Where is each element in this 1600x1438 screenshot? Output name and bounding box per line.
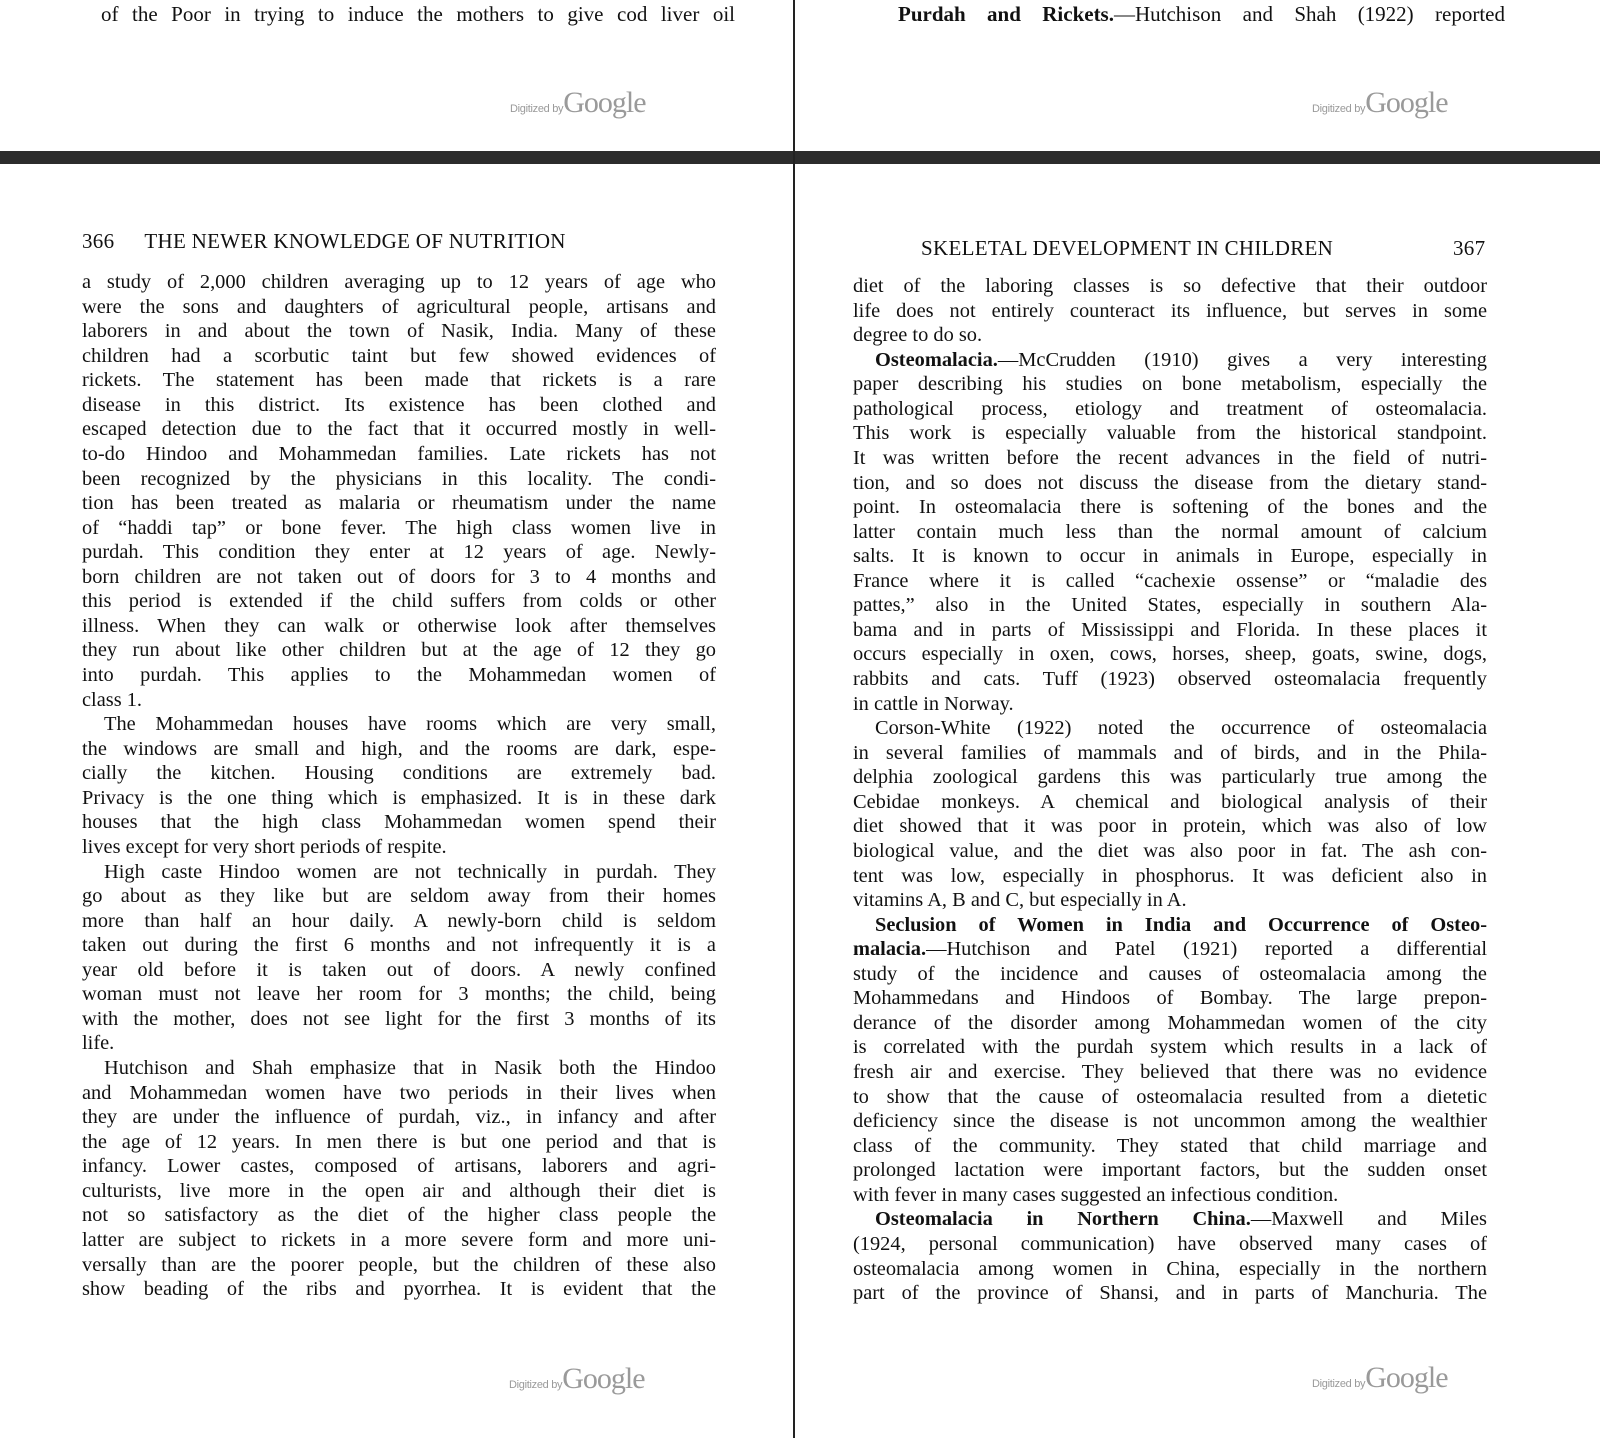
text-line — [853, 814, 1487, 839]
line-text: osteomalacia among women in China, especially in the northern — [853, 1257, 1487, 1280]
text-line — [82, 1277, 716, 1302]
line-text: part of the province of Shansi, and in parts of Manchuria. The — [853, 1282, 1487, 1305]
paragraph — [853, 913, 1487, 1208]
text-line — [853, 692, 1487, 717]
text-line — [82, 368, 716, 393]
line-text: to-do Hindoo and Mohammedan families. Late rickets has not — [82, 442, 716, 465]
text-line — [853, 544, 1487, 569]
line-text: vitamins A, B and C, but especially in A. — [853, 889, 1187, 912]
line-text: the age of 12 years. In men there is but one period and that is — [82, 1130, 716, 1153]
text-line — [82, 737, 716, 762]
line-text: diet of the laboring classes is so defective that their outdoor — [853, 275, 1487, 297]
line-text: the windows are small and high, and the rooms are dark, espe- — [82, 737, 716, 760]
text-line — [853, 421, 1487, 446]
text-line — [82, 1228, 716, 1253]
line-text: High caste Hindoo women are not technically in purdah. They — [104, 860, 716, 883]
text-line — [853, 1060, 1487, 1085]
text-line — [82, 958, 716, 983]
line-text: with fever in many cases suggested an infectious condition. — [853, 1183, 1339, 1206]
text-line — [82, 1081, 716, 1106]
line-text: degree to do so. — [853, 324, 983, 347]
line-text: born children are not taken out of doors for 3 to 4 months and — [82, 565, 716, 588]
line-text: in cattle in Norway. — [853, 692, 1014, 715]
text-line — [82, 467, 716, 492]
text-line — [82, 835, 716, 860]
page-gutter-line — [793, 0, 795, 1438]
text-line — [82, 319, 716, 344]
text-line — [82, 1105, 716, 1130]
text-line — [82, 565, 716, 590]
text-line — [853, 397, 1487, 422]
line-text: Hutchison and Shah emphasize that in Nasik both the Hindoo — [104, 1057, 716, 1079]
text-line — [853, 1207, 1487, 1232]
text-line — [82, 638, 716, 663]
line-text: —McCrudden (1910) gives a very interesting — [997, 348, 1487, 371]
text-line — [82, 1154, 716, 1179]
text-line — [853, 1011, 1487, 1036]
text-line — [82, 491, 716, 516]
line-text: escaped detection due to the fact that it occurred mostly in well- — [82, 418, 716, 441]
left-page-body — [82, 270, 716, 1302]
line-text: derance of the disorder among Mohammedan women of the city — [853, 1011, 1487, 1034]
line-text: The Mohammedan houses have rooms which are very small, — [104, 713, 716, 736]
line-text: occurs especially in oxen, cows, horses, sheep, goats, swine, dogs, — [853, 643, 1487, 666]
line-text: biological value, and the diet was also poor in fat. The ash con- — [853, 839, 1487, 862]
text-line — [853, 1085, 1487, 1110]
text-line — [853, 937, 1487, 962]
text-line — [853, 962, 1487, 987]
line-text: latter are subject to rickets in a more severe form and more uni- — [82, 1228, 716, 1251]
text-line — [853, 1134, 1487, 1159]
text-line — [82, 663, 716, 688]
text-line — [853, 741, 1487, 766]
line-text: cially the kitchen. Housing conditions are extremely bad. — [82, 762, 716, 785]
line-text: point. In osteomalacia there is softening of the bones and the — [853, 496, 1487, 519]
line-text: deficiency since the disease is not uncommon among the wealthier — [853, 1110, 1487, 1133]
text-line — [853, 299, 1487, 324]
text-line — [853, 864, 1487, 889]
text-line — [82, 884, 716, 909]
text-line — [82, 688, 716, 713]
text-line — [853, 446, 1487, 471]
line-text: Mohammedans and Hindoos of Bombay. The large prepon- — [853, 987, 1487, 1010]
line-text: life. — [82, 1032, 115, 1055]
line-text: class of the community. They stated that child marriage and — [853, 1134, 1487, 1157]
line-text: lives except for very short periods of respite. — [82, 835, 447, 858]
text-line — [82, 540, 716, 565]
text-line — [853, 372, 1487, 397]
line-text: in several families of mammals and of birds, and in the Phila- — [853, 741, 1487, 764]
line-text: France where it is called “cachexie ossense” or “maladie des — [853, 569, 1487, 592]
line-text: bama and in parts of Mississippi and Florida. In these places it — [853, 618, 1487, 641]
text-line — [853, 790, 1487, 815]
line-text: disease in this district. Its existence has been clothed and — [82, 393, 716, 416]
text-line — [853, 1281, 1487, 1306]
text-line — [82, 417, 716, 442]
left-page-header — [82, 228, 566, 254]
previous-left-page-last-line: of the Poor in trying to induce the mothers to give cod liver oil — [101, 2, 735, 26]
line-text: not so satisfactory as the diet of the higher class people the — [82, 1204, 716, 1227]
line-text: this period is extended if the child suffers from colds or other — [82, 590, 716, 613]
line-text: —Maxwell and Miles — [1250, 1208, 1487, 1231]
line-text: year old before it is taken out of doors. A newly confined — [82, 958, 716, 981]
line-text: and Mohammedan women have two periods in their lives when — [82, 1081, 716, 1104]
line-text: tent was low, especially in phosphorus. It was deficient also in — [853, 864, 1487, 887]
section-heading: malacia. — [853, 938, 927, 961]
text-line — [853, 348, 1487, 373]
line-text: of “haddi tap” or bone fever. The high class women live in — [82, 516, 716, 539]
line-text: with the mother, does not see light for the first 3 months of its — [82, 1007, 716, 1030]
text-line — [82, 712, 716, 737]
line-text: Corson-White (1922) noted the occurrence of osteomalacia — [875, 717, 1487, 740]
line-text: versally than are the poorer people, but the children of these also — [82, 1253, 716, 1276]
paragraph — [853, 274, 1487, 348]
line-text: been recognized by the physicians in this locality. The condi- — [82, 467, 716, 490]
text-line — [82, 860, 716, 885]
paragraph — [82, 712, 716, 859]
running-head: THE NEWER KNOWLEDGE OF NUTRITION — [144, 229, 566, 253]
line-text: show beading of the ribs and pyorrhea. It is evident that the — [82, 1278, 716, 1301]
text-line — [853, 569, 1487, 594]
line-text: class 1. — [82, 688, 143, 711]
line-text: illness. When they can walk or otherwise look after themselves — [82, 614, 716, 637]
google-watermark: Digitized byGoogle — [1312, 86, 1448, 119]
text-line — [853, 274, 1487, 299]
line-text: they run about like other children but at the age of 12 they go — [82, 639, 716, 662]
spread-divider-bar — [0, 151, 1600, 164]
line-text: more than half an hour daily. A newly-born child is seldom — [82, 909, 716, 932]
line-text: laborers in and about the town of Nasik, India. Many of these — [82, 320, 716, 343]
line-text: woman must not leave her room for 3 months; the child, being — [82, 983, 716, 1006]
line-text: fresh air and exercise. They believed that there was no evidence — [853, 1061, 1487, 1083]
right-page-body — [853, 274, 1487, 1306]
running-head: SKELETAL DEVELOPMENT IN CHILDREN — [921, 236, 1334, 260]
line-text: go about as they like but are seldom away from their homes — [82, 885, 716, 908]
line-text: paper describing his studies on bone metabolism, especially the — [853, 373, 1487, 396]
line-text: life does not entirely counteract its influence, but serves in some — [853, 299, 1487, 322]
line-text: pattes,” also in the United States, especially in southern Ala- — [853, 594, 1487, 617]
text-line — [82, 1203, 716, 1228]
line-text: It was written before the recent advances in the field of nutri- — [853, 446, 1487, 469]
google-watermark: Digitized byGoogle — [510, 86, 646, 119]
line-text: into purdah. This applies to the Mohammedan women of — [82, 664, 716, 686]
text-line — [82, 442, 716, 467]
line-text: latter contain much less than the normal amount of calcium — [853, 520, 1487, 543]
text-line — [82, 786, 716, 811]
text-line — [82, 810, 716, 835]
text-line — [82, 589, 716, 614]
line-text: study of the incidence and causes of osteomalacia among the — [853, 962, 1487, 985]
text-line — [82, 1056, 716, 1081]
text-line — [853, 323, 1487, 348]
line-text: —Hutchison and Patel (1921) reported a differential — [926, 938, 1487, 961]
text-line — [853, 618, 1487, 643]
text-line — [853, 593, 1487, 618]
section-heading: Seclusion of Women in India and Occurrence of Osteo- — [875, 913, 1487, 936]
previous-right-page-last-line — [898, 0, 1505, 28]
google-watermark: Digitized byGoogle — [509, 1362, 645, 1395]
text-line — [853, 1035, 1487, 1060]
text-line — [82, 1007, 716, 1032]
text-line — [853, 1183, 1487, 1208]
line-text: were the sons and daughters of agricultural people, artisans and — [82, 295, 716, 318]
line-text: they are under the influence of purdah, viz., in infancy and after — [82, 1106, 716, 1129]
text-line — [853, 1257, 1487, 1282]
text-line — [853, 839, 1487, 864]
text-line — [82, 761, 716, 786]
line-text: houses that the high class Mohammedan women spend their — [82, 811, 716, 834]
text-line — [853, 667, 1487, 692]
section-heading: Osteomalacia in Northern China. — [875, 1208, 1251, 1231]
text-line — [853, 888, 1487, 913]
text-line — [853, 986, 1487, 1011]
paragraph — [82, 1056, 716, 1302]
text-line — [853, 642, 1487, 667]
text-line — [82, 295, 716, 320]
section-heading: Osteomalacia. — [875, 348, 998, 371]
line-text: infancy. Lower castes, composed of artisans, laborers and agri- — [82, 1155, 716, 1178]
text-line — [853, 913, 1487, 938]
google-watermark: Digitized byGoogle — [1312, 1361, 1448, 1394]
line-text: Privacy is the one thing which is emphasized. It is in these dark — [82, 786, 716, 809]
text-line — [82, 344, 716, 369]
line-text: diet showed that it was poor in protein, which was also of low — [853, 815, 1487, 838]
text-line — [82, 1179, 716, 1204]
line-text: is correlated with the purdah system which results in a lack of — [853, 1036, 1487, 1059]
line-text: children had a scorbutic taint but few showed evidences of — [82, 344, 716, 367]
text-line — [853, 1109, 1487, 1134]
text-line — [82, 393, 716, 418]
text-line — [853, 1232, 1487, 1257]
text-line — [82, 1253, 716, 1278]
paragraph — [853, 716, 1487, 913]
text-line — [82, 933, 716, 958]
line-text: —Hutchison and Shah (1922) reported — [1113, 2, 1505, 26]
text-line — [82, 1130, 716, 1155]
page-number: 366 — [82, 229, 115, 253]
text-line — [82, 516, 716, 541]
text-line — [82, 1031, 716, 1056]
page-number: 367 — [1453, 236, 1486, 260]
paragraph — [82, 860, 716, 1057]
paragraph — [853, 348, 1487, 716]
line-text: purdah. This condition they enter at 12 years of age. Newly- — [82, 541, 716, 564]
text-line — [82, 614, 716, 639]
line-text: salts. It is known to occur in animals in Europe, especially in — [853, 545, 1487, 568]
line-text: taken out during the first 6 months and not infrequently it is a — [82, 934, 716, 957]
line-text: Cebidae monkeys. A chemical and biological analysis of their — [853, 790, 1487, 813]
text-line — [853, 765, 1487, 790]
line-text: prolonged lactation were important factors, but the sudden onset — [853, 1159, 1487, 1182]
text-line — [82, 909, 716, 934]
line-text: This work is especially valuable from the historical standpoint. — [853, 422, 1487, 445]
text-line — [853, 495, 1487, 520]
text-line — [853, 1158, 1487, 1183]
line-text: to show that the cause of osteomalacia resulted from a dietetic — [853, 1085, 1487, 1108]
line-text: a study of 2,000 children averaging up to 12 years of age who — [82, 271, 716, 293]
text-line — [82, 982, 716, 1007]
paragraph — [82, 270, 716, 712]
section-heading: Purdah and Rickets. — [898, 2, 1114, 26]
line-text: delphia zoological gardens this was particularly true among the — [853, 766, 1487, 789]
line-text: tion has been treated as malaria or rheumatism under the name — [82, 492, 716, 515]
line-text: culturists, live more in the open air and although their diet is — [82, 1179, 716, 1202]
text-line — [82, 270, 716, 295]
paragraph — [853, 1207, 1487, 1305]
line-text: tion, and so does not discuss the disease from the dietary stand- — [853, 471, 1487, 494]
text-line — [853, 520, 1487, 545]
line-text: rabbits and cats. Tuff (1923) observed osteomalacia frequently — [853, 668, 1487, 690]
text-line — [853, 716, 1487, 741]
text-line — [853, 471, 1487, 496]
line-text: (1924, personal communication) have observed many cases of — [853, 1232, 1487, 1255]
line-text: pathological process, etiology and treatment of osteomalacia. — [853, 397, 1487, 420]
line-text: rickets. The statement has been made that rickets is a rare — [82, 369, 716, 392]
